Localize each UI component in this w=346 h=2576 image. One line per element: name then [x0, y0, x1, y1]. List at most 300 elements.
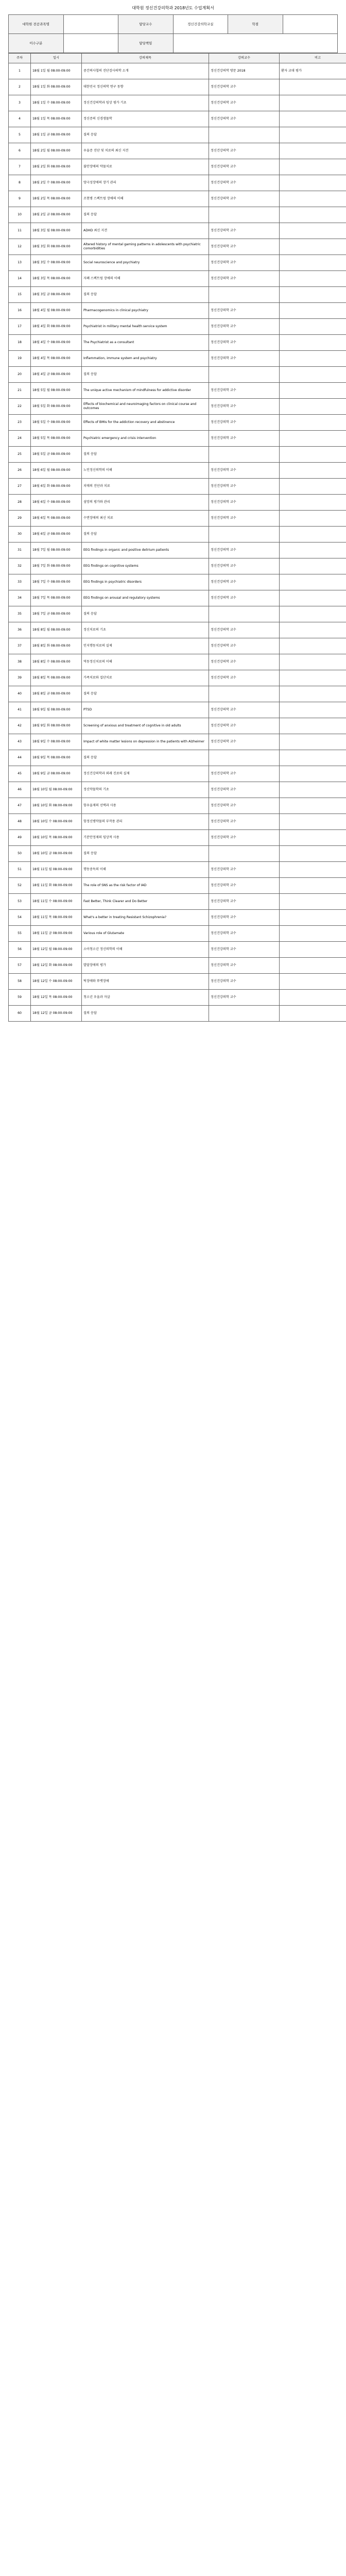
cell-note [280, 239, 346, 255]
cell-topic: 조현병 스펙트럼 장애의 이해 [82, 191, 209, 207]
cell-week: 1 [9, 63, 31, 79]
schedule-body [9, 63, 346, 1022]
table-row [9, 862, 346, 878]
table-row [9, 479, 346, 495]
cell-topic: 섬망의 평가와 관리 [82, 495, 209, 511]
cell-date: 18월 5일 목 08:00-09:00 [31, 431, 82, 447]
cell-topic: Impact of white matter lesions on depression in the patients with Alzheimer [82, 734, 209, 750]
cell-note [280, 558, 346, 574]
table-row [9, 1006, 346, 1022]
cell-professor: 정신건강의학 교수 [209, 543, 280, 558]
cell-professor: 정신건강의학 교수 [209, 111, 280, 127]
cell-professor: 정신건강의학 교수 [209, 958, 280, 974]
cell-note [280, 574, 346, 590]
cell-topic: 우울증 진단 및 치료의 최신 지견 [82, 143, 209, 159]
cell-date: 18월 11일 수 08:00-09:00 [31, 894, 82, 910]
schedule-table [8, 53, 346, 1022]
cell-week: 22 [9, 399, 31, 415]
cell-date: 18월 2일 화 08:00-09:00 [31, 159, 82, 175]
cell-note [280, 782, 346, 798]
cell-note [280, 159, 346, 175]
table-row [9, 351, 346, 367]
year-value [63, 34, 118, 53]
cell-professor: 정신건강의학 교수 [209, 670, 280, 686]
cell-topic: Effects of biochemical and neuroimaging factors on clinical course and outcomes [82, 399, 209, 415]
cell-topic: 질의 응답 [82, 686, 209, 702]
cell-topic: Social neuroscience and psychiatry [82, 255, 209, 271]
col-date: 일시 [31, 54, 82, 63]
cell-topic: EEG findings on arousal and regulatory systems [82, 590, 209, 606]
cell-professor: 정신건강의학 교수 [209, 622, 280, 638]
table-row [9, 782, 346, 798]
cell-topic: EEG findings in psychiatric disorders [82, 574, 209, 590]
table-row [9, 910, 346, 926]
table-row [9, 543, 346, 558]
cell-date: 18월 8일 월 08:00-09:00 [31, 622, 82, 638]
cell-week: 42 [9, 718, 31, 734]
cell-note [280, 303, 346, 319]
cell-topic: Various role of Glutamate [82, 926, 209, 942]
cell-note [280, 686, 346, 702]
cell-professor: 정신건강의학 교수 [209, 511, 280, 527]
cell-professor: 정신건강의학 교수 [209, 558, 280, 574]
cell-week: 10 [9, 207, 31, 223]
cell-week: 53 [9, 894, 31, 910]
cell-professor: 정신건강의학 교수 [209, 766, 280, 782]
cell-professor: 정신건강의학 교수 [209, 942, 280, 958]
cell-topic: EEG findings on cognitive systems [82, 558, 209, 574]
cell-date: 18월 4일 수 08:00-09:00 [31, 335, 82, 351]
cell-note [280, 127, 346, 143]
cell-professor: 정신건강의학 교수 [209, 319, 280, 335]
cell-professor: 정신건강의학 교수 [209, 431, 280, 447]
schedule-header-row [9, 54, 346, 63]
cell-week: 17 [9, 319, 31, 335]
cell-note [280, 79, 346, 95]
cell-note [280, 191, 346, 207]
cell-week: 40 [9, 686, 31, 702]
cell-week: 57 [9, 958, 31, 974]
table-row [9, 990, 346, 1006]
cell-date: 18월 1일 화 08:00-09:00 [31, 79, 82, 95]
table-row [9, 590, 346, 606]
cell-date: 18월 6일 목 08:00-09:00 [31, 511, 82, 527]
cell-professor: 정신건강의학 교수 [209, 335, 280, 351]
cell-topic: PTSD [82, 702, 209, 718]
table-row [9, 127, 346, 143]
cell-note [280, 974, 346, 990]
cell-note [280, 111, 346, 127]
cell-week: 30 [9, 527, 31, 543]
cell-topic: What's a better in treating Resistant Schizophrenia? [82, 910, 209, 926]
cell-topic: 기분안정제의 임상적 사용 [82, 830, 209, 846]
course-value [63, 15, 118, 34]
cell-week: 12 [9, 239, 31, 255]
cell-professor [209, 207, 280, 223]
cell-topic: 중간의사협의 진단검사의학 소개 [82, 63, 209, 79]
table-row [9, 974, 346, 990]
cell-week: 41 [9, 702, 31, 718]
table-row [9, 287, 346, 303]
cell-date: 18월 11일 월 08:00-09:00 [31, 862, 82, 878]
cell-professor: 정신건강의학 교수 [209, 926, 280, 942]
course-label: 대학원 전공과목명 [9, 15, 64, 34]
year-label: 이수구분 [9, 34, 64, 53]
cell-topic: 소아청소년 정신의학의 이해 [82, 942, 209, 958]
cell-date: 18월 3일 월 08:00-09:00 [31, 223, 82, 239]
cell-professor [209, 527, 280, 543]
cell-week: 14 [9, 271, 31, 287]
table-row [9, 111, 346, 127]
table-row [9, 686, 346, 702]
col-week: 주차 [9, 54, 31, 63]
cell-professor: 정신건강의학 교수 [209, 638, 280, 654]
cell-date: 18월 9일 수 08:00-09:00 [31, 734, 82, 750]
cell-topic: 질의 응답 [82, 527, 209, 543]
cell-topic: The role of SNS as the risk factor of IAD [82, 878, 209, 894]
table-row [9, 958, 346, 974]
cell-note [280, 543, 346, 558]
cell-note [280, 766, 346, 782]
table-row [9, 798, 346, 814]
cell-professor [209, 447, 280, 463]
table-row [9, 527, 346, 543]
cell-professor: 정신건강의학 교수 [209, 974, 280, 990]
cell-topic: Altered history of mental gaming patterns in adolescents with psychiatric comorbidities [82, 239, 209, 255]
cell-week: 18 [9, 335, 31, 351]
cell-topic: 행동중독의 이해 [82, 862, 209, 878]
cell-week: 15 [9, 287, 31, 303]
cell-date: 18월 6일 금 08:00-09:00 [31, 527, 82, 543]
cell-week: 33 [9, 574, 31, 590]
col-note: 비고 [280, 54, 346, 63]
table-row [9, 558, 346, 574]
table-row [9, 255, 346, 271]
cell-date: 18월 12일 금 08:00-09:00 [31, 1006, 82, 1022]
cell-note [280, 143, 346, 159]
cell-date: 18월 11일 화 08:00-09:00 [31, 878, 82, 894]
cell-date: 18월 10일 목 08:00-09:00 [31, 830, 82, 846]
cell-date: 18월 3일 수 08:00-09:00 [31, 255, 82, 271]
cell-date: 18월 8일 목 08:00-09:00 [31, 670, 82, 686]
cell-week: 8 [9, 175, 31, 191]
cell-note [280, 926, 346, 942]
cell-week: 26 [9, 463, 31, 479]
cell-week: 29 [9, 511, 31, 527]
cell-topic: 질의 응답 [82, 447, 209, 463]
cell-topic: ADHD 최신 지견 [82, 223, 209, 239]
grade-label: 담당책임 [118, 34, 174, 53]
table-row [9, 574, 346, 590]
cell-date: 18월 2일 월 08:00-09:00 [31, 143, 82, 159]
cell-note [280, 718, 346, 734]
cell-week: 27 [9, 479, 31, 495]
cell-topic: 질의 응답 [82, 846, 209, 862]
cell-date: 18월 6일 화 08:00-09:00 [31, 479, 82, 495]
cell-week: 36 [9, 622, 31, 638]
cell-week: 43 [9, 734, 31, 750]
cell-date: 18월 5일 금 08:00-09:00 [31, 447, 82, 463]
cell-topic: 정신증의 신경생물학 [82, 111, 209, 127]
cell-professor: 정신건강의학 교수 [209, 798, 280, 814]
cell-note [280, 622, 346, 638]
cell-note [280, 894, 346, 910]
cell-date: 18월 7일 금 08:00-09:00 [31, 606, 82, 622]
document-title: 대학원 정신건강의학과 2018년도 수업계획서 [132, 6, 214, 10]
table-row [9, 95, 346, 111]
cell-topic: 틱장애와 뚜렛장애 [82, 974, 209, 990]
cell-date: 18월 4일 금 08:00-09:00 [31, 367, 82, 383]
table-row [9, 511, 346, 527]
cell-professor [209, 750, 280, 766]
cell-week: 54 [9, 910, 31, 926]
table-row [9, 670, 346, 686]
cell-professor: 정신건강의학 교수 [209, 878, 280, 894]
major-value: 정신건강의학교실 [173, 15, 228, 34]
table-row [9, 654, 346, 670]
cell-topic: 질의 응답 [82, 207, 209, 223]
cell-note [280, 734, 346, 750]
cell-note [280, 255, 346, 271]
cell-date: 18월 10일 수 08:00-09:00 [31, 814, 82, 830]
cell-week: 39 [9, 670, 31, 686]
cell-note [280, 351, 346, 367]
cell-date: 18월 9일 월 08:00-09:00 [31, 702, 82, 718]
table-row [9, 846, 346, 862]
table-row [9, 942, 346, 958]
cell-topic: Screening of anxious and treatment of cognitive in old adults [82, 718, 209, 734]
cell-topic: 발달장애의 평가 [82, 958, 209, 974]
cell-week: 51 [9, 862, 31, 878]
cell-professor [209, 606, 280, 622]
table-row [9, 894, 346, 910]
cell-week: 45 [9, 766, 31, 782]
cell-week: 3 [9, 95, 31, 111]
cell-date: 18월 6일 수 08:00-09:00 [31, 495, 82, 511]
table-row [9, 718, 346, 734]
header-table [8, 14, 338, 53]
cell-topic: Effects of BMIs for the addiction recovery and abstinence [82, 415, 209, 431]
cell-note [280, 335, 346, 351]
cell-note [280, 1006, 346, 1022]
cell-note [280, 990, 346, 1006]
cell-professor: 정신건강의학 교수 [209, 654, 280, 670]
cell-professor: 정신건강의학 교수 [209, 590, 280, 606]
cell-topic: 치매의 진단과 치료 [82, 479, 209, 495]
cell-topic: 질의 응답 [82, 127, 209, 143]
cell-note [280, 431, 346, 447]
table-row [9, 159, 346, 175]
cell-topic: Fast Better, Think Clearer and Do Better [82, 894, 209, 910]
table-row [9, 319, 346, 335]
cell-week: 50 [9, 846, 31, 862]
cell-note [280, 814, 346, 830]
cell-note [280, 590, 346, 606]
table-row [9, 223, 346, 239]
cell-topic: 정신건강의학과 임상 평가 기초 [82, 95, 209, 111]
cell-note [280, 415, 346, 431]
cell-professor: 정신건강의학 교수 [209, 990, 280, 1006]
cell-professor: 정신건강의학 교수 [209, 495, 280, 511]
cell-note [280, 606, 346, 622]
cell-week: 55 [9, 926, 31, 942]
cell-professor: 정신건강의학 방문 2018 [209, 63, 280, 79]
credit-label: 학점 [228, 15, 283, 34]
cell-topic: 불안장애의 약물치료 [82, 159, 209, 175]
cell-note [280, 287, 346, 303]
cell-topic: 정신치료의 기초 [82, 622, 209, 638]
cell-topic: The Psychiatrist as a consultant [82, 335, 209, 351]
cell-note [280, 846, 346, 862]
cell-professor: 정신건강의학 교수 [209, 399, 280, 415]
table-row [9, 303, 346, 319]
cell-topic: 대한민국 정신의학 연구 동향 [82, 79, 209, 95]
cell-professor [209, 287, 280, 303]
table-row [9, 207, 346, 223]
cell-professor: 정신건강의학 교수 [209, 303, 280, 319]
cell-note [280, 670, 346, 686]
cell-topic: 질의 응답 [82, 750, 209, 766]
cell-topic: 역동정신치료의 이해 [82, 654, 209, 670]
cell-professor: 정신건강의학 교수 [209, 734, 280, 750]
cell-date: 18월 12일 목 08:00-09:00 [31, 990, 82, 1006]
cell-note [280, 223, 346, 239]
cell-date: 18월 8일 금 08:00-09:00 [31, 686, 82, 702]
cell-professor: 정신건강의학 교수 [209, 175, 280, 191]
cell-date: 18월 7일 화 08:00-09:00 [31, 558, 82, 574]
cell-note [280, 798, 346, 814]
table-row [9, 814, 346, 830]
table-row [9, 830, 346, 846]
table-row [9, 367, 346, 383]
table-row [9, 622, 346, 638]
table-row [9, 734, 346, 750]
cell-date: 18월 2일 수 08:00-09:00 [31, 175, 82, 191]
cell-date: 18월 7일 목 08:00-09:00 [31, 590, 82, 606]
cell-professor: 정신건강의학 교수 [209, 415, 280, 431]
cell-date: 18월 2일 금 08:00-09:00 [31, 207, 82, 223]
col-professor: 강의교수 [209, 54, 280, 63]
cell-week: 48 [9, 814, 31, 830]
cell-date: 18월 4일 월 08:00-09:00 [31, 303, 82, 319]
cell-topic: 정신약물학의 기초 [82, 782, 209, 798]
cell-professor: 정신건강의학 교수 [209, 191, 280, 207]
table-row [9, 878, 346, 894]
major-label: 담당교수 [118, 15, 174, 34]
cell-week: 46 [9, 782, 31, 798]
cell-note [280, 479, 346, 495]
cell-note [280, 319, 346, 335]
cell-professor: 정신건강의학 교수 [209, 271, 280, 287]
cell-note [280, 638, 346, 654]
cell-topic: 청소년 우울과 자살 [82, 990, 209, 1006]
cell-topic: The unique active mechanism of mindfulness for addictive disorder [82, 383, 209, 399]
cell-date: 18월 9일 목 08:00-09:00 [31, 750, 82, 766]
cell-note [280, 367, 346, 383]
cell-date: 18월 7일 월 08:00-09:00 [31, 543, 82, 558]
cell-week: 28 [9, 495, 31, 511]
cell-date: 18월 1일 목 08:00-09:00 [31, 111, 82, 127]
cell-professor: 정신건강의학 교수 [209, 463, 280, 479]
cell-note [280, 271, 346, 287]
table-row [9, 239, 346, 255]
cell-topic: 가족치료와 집단치료 [82, 670, 209, 686]
cell-week: 7 [9, 159, 31, 175]
cell-professor: 정신건강의학 교수 [209, 830, 280, 846]
cell-professor: 정신건강의학 교수 [209, 718, 280, 734]
table-row [9, 79, 346, 95]
cell-professor: 정신건강의학 교수 [209, 782, 280, 798]
cell-topic: 질의 응답 [82, 287, 209, 303]
table-row [9, 63, 346, 79]
cell-note [280, 399, 346, 415]
table-row [9, 606, 346, 622]
table-row [9, 495, 346, 511]
cell-week: 13 [9, 255, 31, 271]
cell-note [280, 750, 346, 766]
cell-week: 24 [9, 431, 31, 447]
cell-date: 18월 6일 월 08:00-09:00 [31, 463, 82, 479]
cell-date: 18월 10일 금 08:00-09:00 [31, 846, 82, 862]
cell-week: 58 [9, 974, 31, 990]
table-row [9, 926, 346, 942]
table-row [9, 175, 346, 191]
cell-note [280, 654, 346, 670]
cell-week: 16 [9, 303, 31, 319]
cell-week: 9 [9, 191, 31, 207]
table-row [9, 463, 346, 479]
cell-note [280, 511, 346, 527]
cell-topic: 자폐 스펙트럼 장애의 이해 [82, 271, 209, 287]
cell-topic: Psychiatrist in military mental health service system [82, 319, 209, 335]
cell-professor: 정신건강의학 교수 [209, 894, 280, 910]
cell-date: 18월 5일 화 08:00-09:00 [31, 399, 82, 415]
cell-professor [209, 1006, 280, 1022]
table-row [9, 750, 346, 766]
cell-date: 18월 1일 금 08:00-09:00 [31, 127, 82, 143]
cell-note [280, 207, 346, 223]
cell-professor: 정신건강의학 교수 [209, 479, 280, 495]
cell-topic: EEG findings in organic and positive delirium patients [82, 543, 209, 558]
cell-week: 38 [9, 654, 31, 670]
cell-professor [209, 846, 280, 862]
cell-professor: 정신건강의학 교수 [209, 351, 280, 367]
cell-note [280, 383, 346, 399]
cell-date: 18월 1일 수 08:00-09:00 [31, 95, 82, 111]
cell-week: 23 [9, 415, 31, 431]
cell-topic: Psychiatric emergency and crisis intervention [82, 431, 209, 447]
table-row [9, 335, 346, 351]
cell-week: 60 [9, 1006, 31, 1022]
cell-week: 20 [9, 367, 31, 383]
cell-professor: 정신건강의학 교수 [209, 223, 280, 239]
table-row [9, 143, 346, 159]
cell-professor: 정신건강의학 교수 [209, 159, 280, 175]
table-row [9, 399, 346, 415]
cell-date: 18월 5일 수 08:00-09:00 [31, 415, 82, 431]
table-row [9, 447, 346, 463]
cell-date: 18월 10일 월 08:00-09:00 [31, 782, 82, 798]
cell-date: 18월 10일 화 08:00-09:00 [31, 798, 82, 814]
cell-date: 18월 3일 금 08:00-09:00 [31, 287, 82, 303]
cell-date: 18월 11일 금 08:00-09:00 [31, 926, 82, 942]
cell-topic: 질의 응답 [82, 367, 209, 383]
cell-professor: 정신건강의학 교수 [209, 255, 280, 271]
cell-date: 18월 3일 화 08:00-09:00 [31, 239, 82, 255]
cell-note [280, 910, 346, 926]
cell-week: 47 [9, 798, 31, 814]
cell-date: 18월 9일 금 08:00-09:00 [31, 766, 82, 782]
